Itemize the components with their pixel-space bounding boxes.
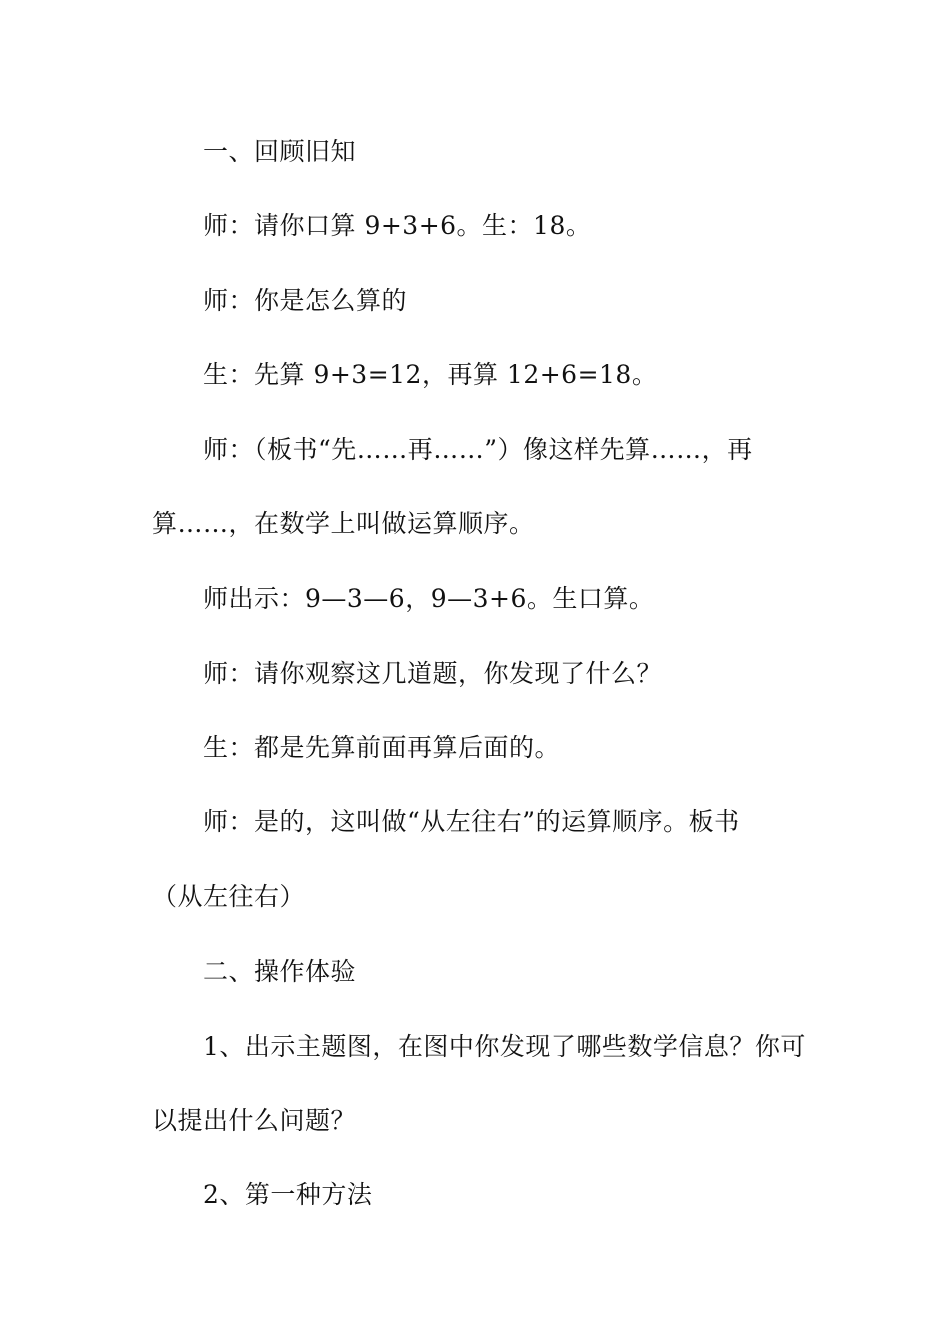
paragraph-line: 师：你是怎么算的 bbox=[203, 286, 408, 315]
paragraph-line: 师：请你口算 9+3+6。生：18。 bbox=[203, 211, 592, 240]
section-heading-review: 一、回顾旧知 bbox=[203, 137, 357, 166]
paragraph-line: 师：（板书“先……再……”）像这样先算……，再 bbox=[203, 435, 753, 464]
paragraph-line-continued: 算……，在数学上叫做运算顺序。 bbox=[152, 509, 535, 538]
section-heading-practice: 二、操作体验 bbox=[203, 957, 357, 986]
paragraph-line: 师出示：9—3—6，9—3+6。生口算。 bbox=[203, 584, 655, 613]
paragraph-line: 生：都是先算前面再算后面的。 bbox=[203, 733, 561, 762]
paragraph-line: 2、第一种方法 bbox=[203, 1180, 373, 1209]
paragraph-line: 师：请你观察这几道题，你发现了什么？ bbox=[203, 659, 663, 688]
paragraph-line-continued: （从左往右） bbox=[152, 882, 306, 911]
paragraph-line: 生：先算 9+3=12，再算 12+6=18。 bbox=[203, 360, 658, 389]
paragraph-line-continued: 以提出什么问题？ bbox=[152, 1106, 357, 1135]
paragraph-line: 1、出示主题图，在图中你发现了哪些数学信息？你可 bbox=[203, 1032, 806, 1061]
paragraph-line: 师：是的，这叫做“从左往右”的运算顺序。板书 bbox=[203, 807, 740, 836]
